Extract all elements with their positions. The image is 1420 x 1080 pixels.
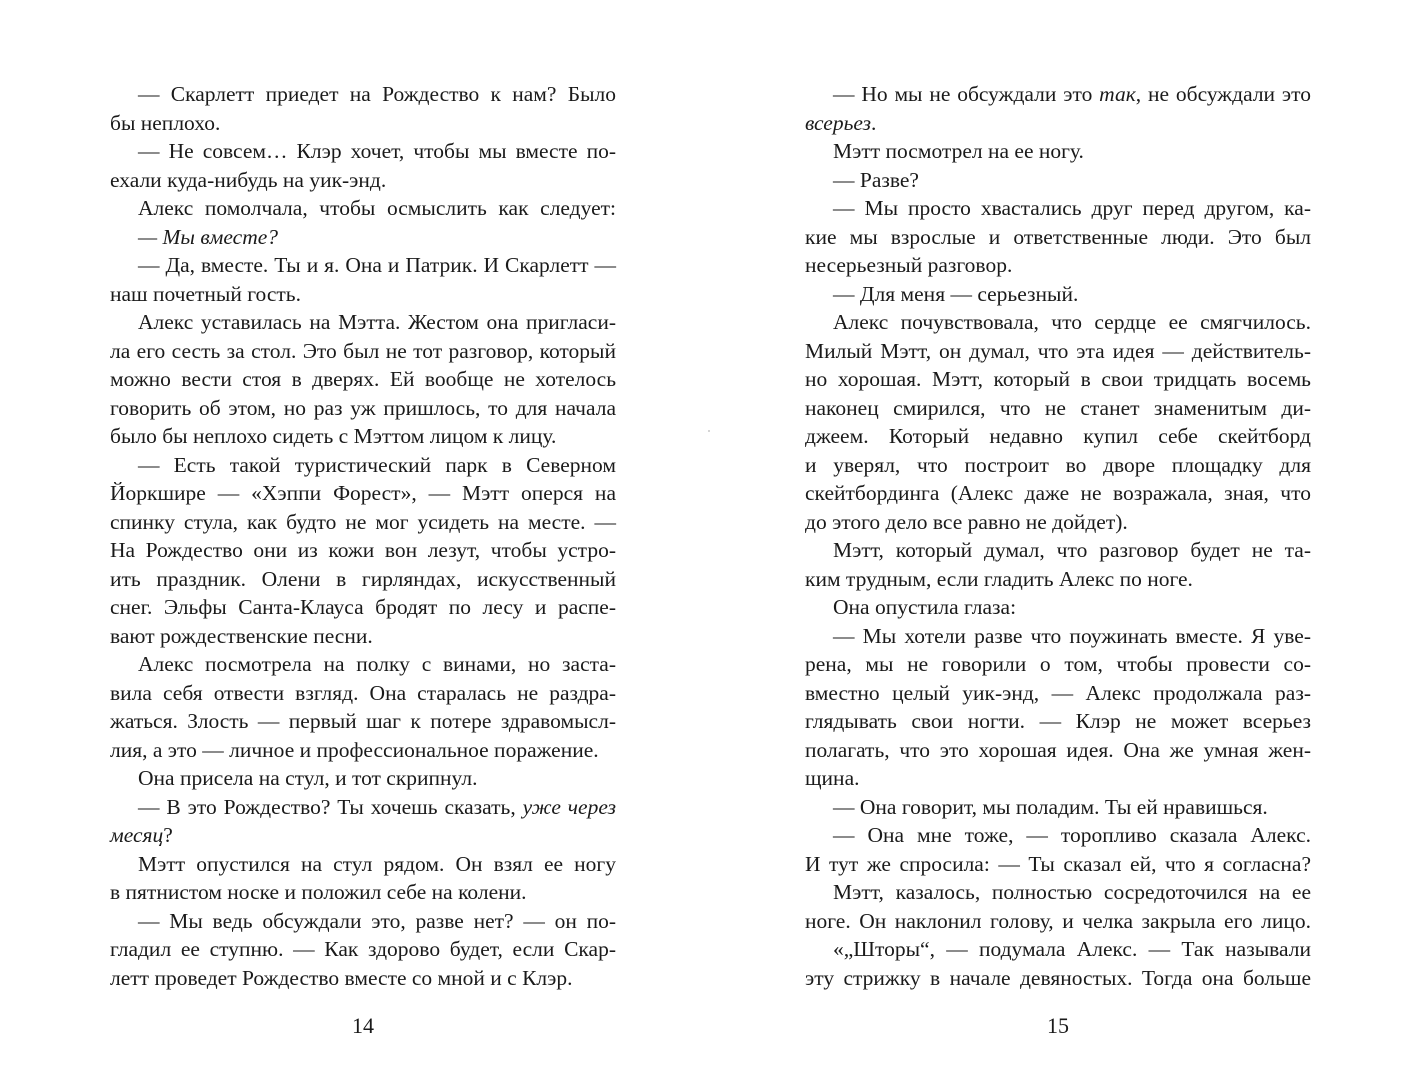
text-line: Алекс уставилась на Мэтта. Жестом она пригласи- [138,310,616,334]
text-line: Мэтт, казалось, полностью сосредоточился на ее [833,880,1311,904]
text-line: летт проведет Рождество вместе со мной и с Клэр. [110,965,573,990]
text-line: было бы неплохо сидеть с Мэттом лицом к лицу. [110,424,557,448]
text-line: вила себя отвести взгляд. Она старалась не раздра- [110,680,616,705]
italic-text: месяц [110,823,164,847]
text-line [805,80,1311,109]
left-page [110,80,616,992]
text-line: гладил ее ступню. — Как здорово будет, если Скар- [110,937,616,961]
text-line [110,821,616,850]
text-line: бы неплохо. [110,110,221,135]
text-line: снег. Эльфы Санта-Клауса бродят по лесу и распе- [110,595,616,619]
text-line: Йоркшире — «Хэппи Форест», — Мэтт оперся на [110,481,616,505]
text-line: жаться. Злость — первый шаг к потере здравомысл- [110,709,616,733]
text-line: — Она говорит, мы поладим. Ты ей нравишься. [833,794,1268,819]
text-line: — Мы просто хвастались друг перед другом, ка- [833,196,1311,220]
text-line: Алекс помолчала, чтобы осмыслить как следует: [138,196,616,220]
text-line: — Да, вместе. Ты и я. Она и Патрик. И Скарлетт — [138,253,616,277]
text-line: но хорошая. Мэтт, который в свои тридцать восемь [805,367,1311,391]
text-span: — В это Рождество? Ты хочешь сказать, [138,794,523,819]
text-line: скейтбординга (Алекс даже не возражала, зная, что [805,481,1311,505]
text-line: — Скарлетт приедет на Рождество к нам? Было [138,82,616,106]
text-line: — Разве? [833,167,919,192]
text-line: Алекс посмотрела на полку с винами, но заста- [138,652,616,676]
text-line: Мэтт посмотрел на ее ногу. [833,139,1084,163]
italic-text: всерьез [805,110,872,135]
text-line: Она опустила глаза: [833,595,1017,619]
text-line: Милый Мэтт, он думал, что эта идея — действитель- [805,338,1311,363]
text-line: спинку стула, как будто не мог усидеть на месте. — [110,509,616,534]
page-number-right: 15 [1047,1013,1069,1038]
text-line: — Мы хотели разве что поужинать вместе. Я уве- [833,623,1311,648]
text-line: — Она мне тоже, — торопливо сказала Алекс. [833,823,1311,847]
text-line: можно вести стоя в дверях. Ей вообще не хотелось [110,367,616,391]
text-line [805,109,1311,138]
text-line: — Для меня — серьезный. [833,281,1079,306]
text-span: ? [163,823,173,847]
text-line [110,793,616,822]
text-line: — Не совсем… Клэр хочет, чтобы мы вместе по- [138,139,616,163]
text-line: джеем. Который недавно купил себе скейтборд [805,424,1311,448]
text-line: — Мы ведь обсуждали это, разве нет? — он по- [138,908,616,933]
text-line: наконец смирился, что не станет знаменитым ди- [805,395,1311,420]
text-span: — Но мы не обсуждали это [833,82,1100,106]
text-line: эту стрижку в начале девяностых. Тогда она больше [805,965,1311,990]
text-line: лия, а это — личное и профессиональное поражение. [110,737,599,762]
gutter-mark [708,430,710,432]
text-line: вают рождественские песни. [110,623,373,648]
text-line: говорить об этом, но раз уж пришлось, то для начала [110,395,616,420]
text-line: щина. [805,766,860,790]
page-number-left: 14 [352,1013,374,1038]
text-line: ноге. Он наклонил голову, и челка закрыла его лицо. [805,908,1311,933]
text-line: несерьезный разговор. [805,253,1013,277]
text-line: Она присела на стул, и тот скрипнул. [138,766,478,790]
text-line: полагать, что это хорошая идея. Она же умная жен- [805,737,1311,762]
text-line: рена, мы не говорили о том, чтобы провести со- [805,652,1311,676]
text-line: в пятнистом носке и положил себе на колени. [110,880,527,904]
text-line: ить праздник. Олени в гирляндах, искусственный [110,566,616,591]
italic-text: уже через [522,794,616,819]
text-line: «„Шторы“, — подумала Алекс. — Так называли [833,937,1311,961]
text-line: Алекс почувствовала, что сердце ее смягчилось. [833,310,1311,334]
text-line: ехали куда-нибудь на уик-энд. [110,167,387,192]
text-line: и уверял, что построит во дворе площадку для [805,452,1311,477]
text-line: наш почетный гость. [110,281,301,306]
text-line: ким трудным, если гладить Алекс по ноге. [805,566,1193,591]
text-line: глядывать свои ногти. — Клэр не может всерьез [805,709,1311,733]
text-line: И тут же спросила: — Ты сказал ей, что я согласна? [805,851,1311,876]
text-line: вместно целый уик-энд, — Алекс продолжала раз- [805,680,1311,705]
text-line: ла его сесть за стол. Это был не тот разговор, который [110,338,616,363]
text-line: Мэтт опустился на стул рядом. Он взял ее ногу [138,851,616,876]
italic-text: так [1099,82,1136,106]
text-span: , не обсуждали это [1135,82,1311,106]
text-line: Мэтт, который думал, что разговор будет не та- [833,538,1311,562]
text-line: — Есть такой туристический парк в Северном [138,452,616,477]
text-line: На Рождество они из кожи вон лезут, чтобы устро- [110,538,616,562]
text-line: — Мы вместе? [138,224,279,249]
text-line: кие мы взрослые и ответственные люди. Это был [805,224,1311,249]
right-page [805,80,1311,992]
text-line: до этого дело все равно не дойдет). [805,509,1128,534]
text-span: . [871,110,877,135]
